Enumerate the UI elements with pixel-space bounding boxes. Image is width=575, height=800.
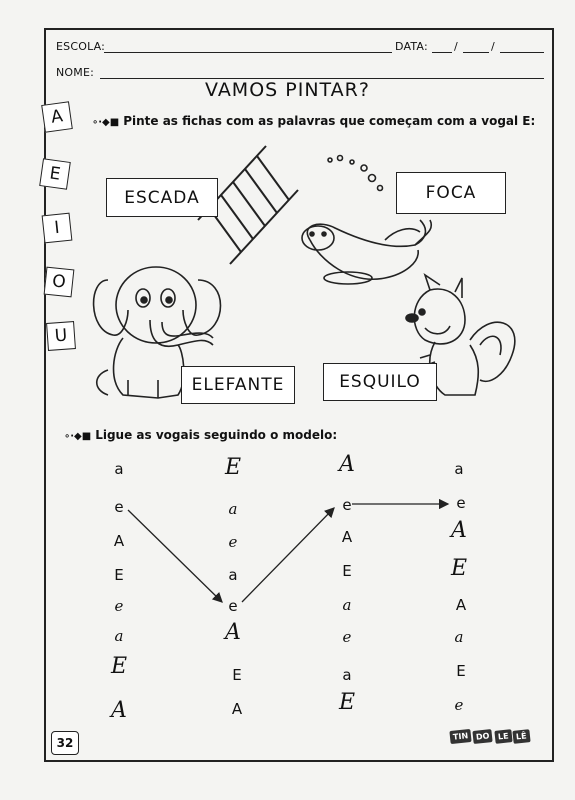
col3-letter[interactable]: e	[342, 628, 352, 646]
col2-letter[interactable]: E	[224, 455, 242, 480]
date-separator: /	[491, 40, 495, 53]
logo-part: DO	[473, 729, 494, 744]
col2-letter[interactable]: E	[232, 666, 242, 684]
col1-letter[interactable]: a	[114, 627, 124, 645]
bullet-icon: ∘∙◆■	[92, 117, 120, 128]
col1-letter[interactable]: A	[111, 698, 127, 723]
logo-part: LÊ	[513, 729, 531, 744]
model-line-1	[128, 510, 222, 602]
col4-letter[interactable]: e	[456, 494, 466, 512]
date-label: DATA:	[395, 40, 428, 53]
card-escada[interactable]: ESCADA	[106, 178, 218, 217]
col3-letter[interactable]: a	[342, 596, 352, 614]
logo-part: TIN	[449, 729, 471, 744]
logo-part: LE	[494, 729, 512, 744]
col4-letter[interactable]: e	[454, 696, 464, 714]
page-number: 32	[51, 731, 79, 755]
col2-letter[interactable]: a	[228, 500, 238, 518]
vowel-tile-u: U	[46, 321, 76, 351]
vowel-tile-i: I	[42, 213, 73, 244]
instruction-paint-text: Pinte as fichas com as palavras que começam com a vogal E:	[123, 114, 536, 128]
vowel-tile-e: E	[39, 158, 71, 190]
col2-letter[interactable]: e	[228, 597, 238, 615]
name-label: NOME:	[56, 66, 95, 79]
col4-letter[interactable]: A	[451, 518, 467, 543]
publisher-logo	[450, 730, 530, 743]
col1-letter[interactable]: E	[114, 566, 124, 584]
card-esquilo[interactable]: ESQUILO	[323, 363, 437, 401]
col3-letter[interactable]: E	[338, 690, 356, 715]
col4-letter[interactable]: a	[454, 628, 464, 646]
col1-letter[interactable]: e	[114, 597, 124, 615]
model-line-2	[242, 508, 334, 602]
col4-letter[interactable]: E	[450, 556, 468, 581]
card-elefante[interactable]: ELEFANTE	[181, 366, 295, 404]
card-foca[interactable]: FOCA	[396, 172, 506, 214]
vowel-tile-a: A	[41, 101, 73, 133]
col1-letter[interactable]: a	[114, 460, 124, 478]
vowel-tile-o: O	[44, 267, 75, 298]
col3-letter[interactable]: A	[341, 528, 353, 546]
date-separator: /	[454, 40, 458, 53]
col3-letter[interactable]: e	[342, 496, 352, 514]
col1-letter[interactable]: A	[113, 532, 125, 550]
col3-letter[interactable]: A	[339, 452, 355, 477]
col2-letter[interactable]: a	[228, 566, 238, 584]
col2-letter[interactable]: e	[228, 533, 238, 551]
instruction-link-text: Ligue as vogais seguindo o modelo:	[95, 428, 338, 442]
school-label: ESCOLA:	[56, 40, 106, 53]
col3-letter[interactable]: E	[342, 562, 352, 580]
bullet-icon: ∘∙◆■	[64, 431, 92, 442]
col1-letter[interactable]: E	[110, 654, 128, 679]
col4-letter[interactable]: A	[455, 596, 467, 614]
page-title: VAMOS PINTAR?	[205, 79, 370, 101]
col4-letter[interactable]: E	[456, 662, 466, 680]
col1-letter[interactable]: e	[114, 498, 124, 516]
col3-letter[interactable]: a	[342, 666, 352, 684]
col4-letter[interactable]: a	[454, 460, 464, 478]
col2-letter[interactable]: A	[225, 620, 241, 645]
col2-letter[interactable]: A	[231, 700, 243, 718]
